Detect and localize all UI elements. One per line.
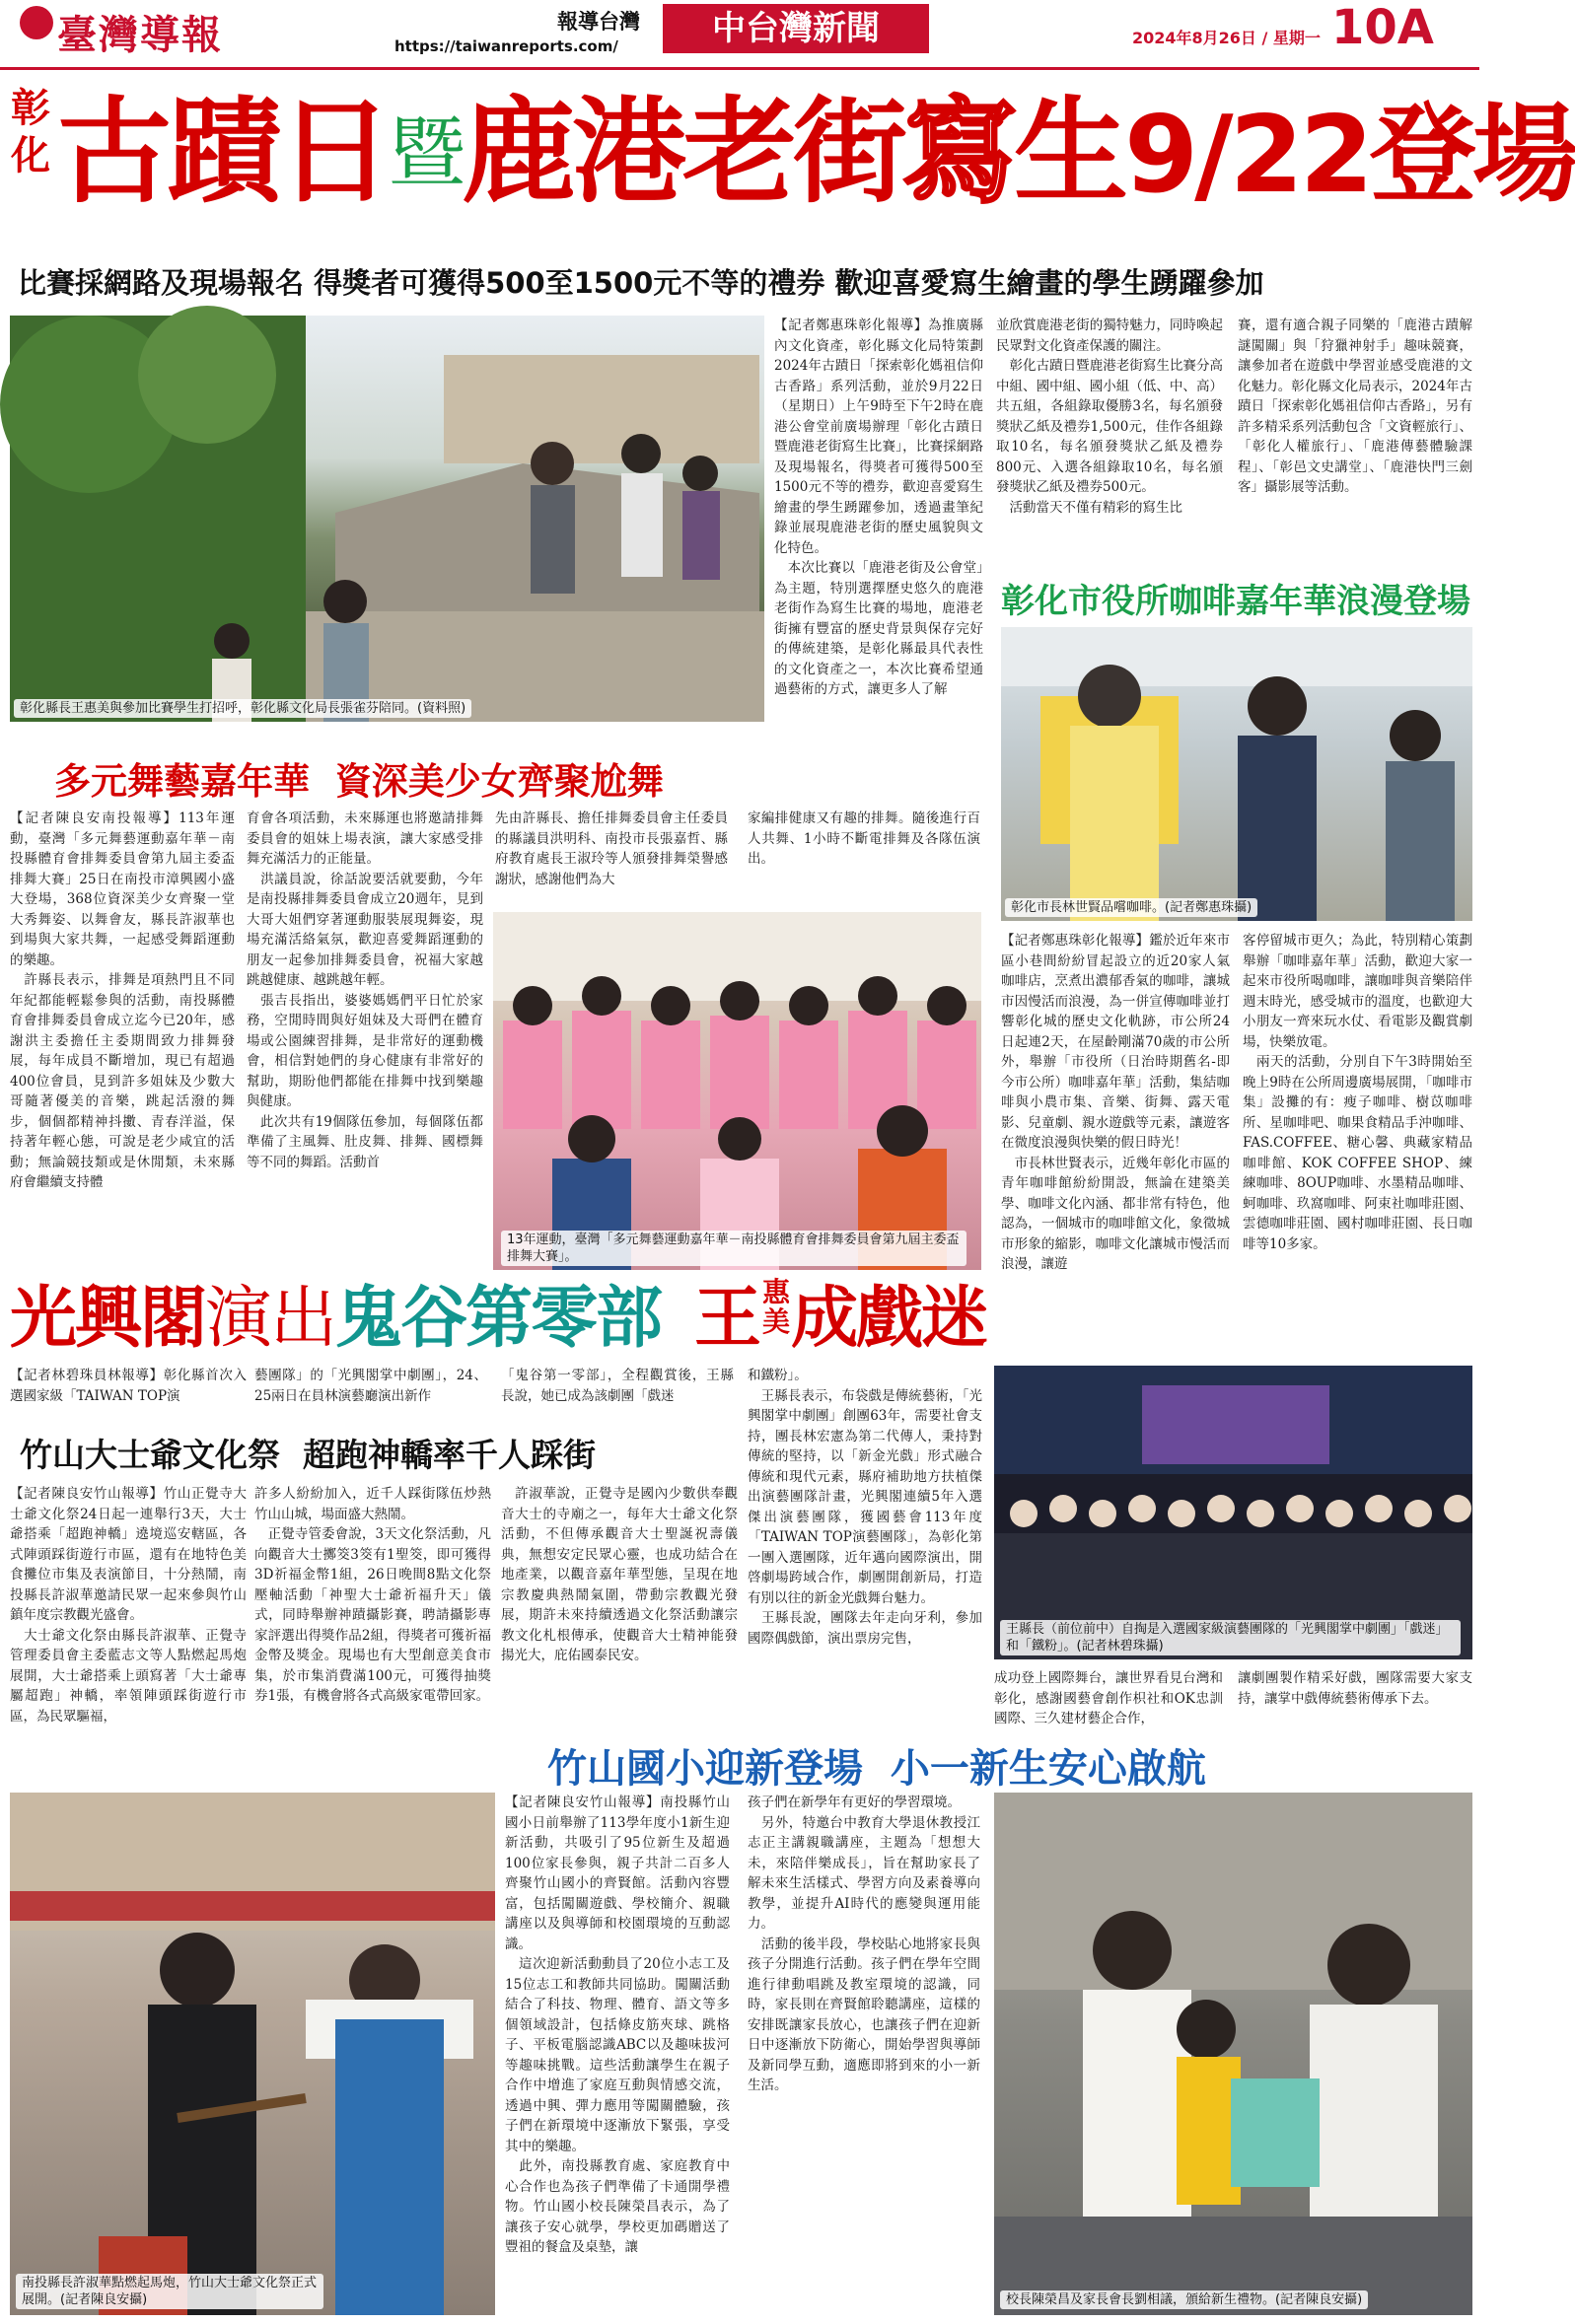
news-section-banner: 中台灣新聞 [663,4,929,53]
dance-article-col-2: 育會各項活動，未來縣運也將邀請排舞委員會的姐妹上場表演，讓大家感受排舞充滿活力的正能量。 洪議員說，徐話說要活就要動，今年是南投縣排舞委員會成立20週年，見到大哥大姐們穿著運動服裝展現舞姿，現場充滿活絡氣氛，歡迎喜愛舞蹈運動的朋友一起參加排舞委員會，祝福大家越跳越健康、越跳越年輕。 張吉長指出，婆婆媽媽們平日忙於家務，空閒時間與好姐妹及大哥們在體育場或公園練習排舞，是非常好的運動機會，相信對她們的身心健康有非常好的幫助，期盼他們都能在排舞中找到樂趣與健康。 此次共有19個隊伍參加，每個隊伍都準備了主風舞、肚皮舞、排舞、國標舞等不同的舞蹈。活動首 [247,810,483,1170]
headline-part-c: 鹿港老街 [462,86,904,219]
ghost-article-col-4: 和鐵粉」。 王縣長表示，布袋戲是傳統藝術，「光興閣掌中劇團」創團63年，需要社會支持，團長林宏憲為第二代傳人，秉持對傳統的堅持，以「新金光戲」形式融合傳統和現代元素，縣府補助地方扶植傑出演藝團隊計畫，光興閣連續5年入選傑出演藝團隊，獲國藝會113年度「TAIWAN TOP演藝團隊」，為彰化第一團入選團隊，近年邁向國際演出，開啓劇場跨域合作，劇團開創新局，打造有別以往的新金光戲舞台魅力。 王縣長說，團隊去年走向牙利，參加國際偶戲節，演出票房完售， [748,1368,982,1647]
dance-article-col-3: 先由許縣長、擔任排舞委員會主任委員的縣議員洪明科、南投市長張嘉哲、縣府教育處長王淑玲等人頒發排舞榮譽感謝狀，感謝他們為大 [495,810,728,887]
headline-prefix [10,85,51,179]
cafe-headline: 彰化市役所咖啡嘉年華浪漫登場 [1001,582,1470,621]
cafe-photo-scene [1001,627,1472,921]
ghost-article-col-1: 【記者林碧珠員林報導】彰化縣首次入選國家級「TAIWAN TOP演 [10,1368,247,1404]
lead-subtitle: 比賽採網路及現場報名 得獎者可獲得500至1500元不等的禮券 歡迎喜愛寫生繪畫的學生踴躍參加 [18,266,1264,300]
ghost-headline-part-f: 成戲迷 [791,1280,987,1358]
masthead [0,0,1479,70]
lead-article-col-2: 並欣賞鹿港老街的獨特魅力，同時喚起民眾對文化資產保護的關注。 彰化古蹟日暨鹿港老街寫生比賽分高中組、國中組、國小組（低、中、高）共五組，各組錄取優勝3名，每名頒發獎狀乙紙及禮券1,500元，佳作各組錄取10名，每名頒發獎狀乙紙及禮券800元、入選各組錄取10名，每名頒發獎狀乙紙及禮券500元。 活動當天不僅有精彩的寫生比 [996,317,1223,516]
cafe-photo [1001,627,1472,921]
temple-photo-caption: 南投縣長許淑華點燃起馬炮，竹山大士爺文化祭正式展開。(記者陳良安攝) [16,2274,323,2309]
dance-article-col-4: 家編排健康又有趣的排舞。隨後進行百人共舞、1小時不斷電排舞及各隊伍演出。 [748,810,980,867]
school-article-col-2: 孩子們在新學年有更好的學習環境。 另外，特邀台中教育大學退休教授江志正主講親職講座，主題為「想想大未，來陪伴樂成長」，旨在幫助家長了解未來生活樣式、學習方向及素養導向教學，並提升AI時代的應變與運用能力。 活動的後半段，學校貼心地將家長與孩子分開進行活動。孩子們在學年空間進行律動唱跳及教室環境的認識，同時，家長則在齊賢館聆聽講座，這樣的安排既讓家長放心，也讓孩子們在迎新日中逐漸放下防衛心，開始學習與導師及新同學互動，適應即將到來的小一新生活。 [748,1795,980,2093]
ghost-article-col-3: 「鬼谷第一零部」，全程觀賞後，王縣長說，她已成為該劇團「戲迷 [501,1368,734,1404]
temple-article-col-2: 許多人紛紛加入，近千人踩街隊伍炒熱竹山山城，場面盛大熱鬧。 正覺寺管委會說，3天文化祭活動，凡向觀音大士擲筊3筊有1聖筊，即可獲得3D祈福金幣1組，26日晚間8點文化祭壓軸活動「神聖大士爺祈福升天」儀式，同時舉辦神蹟攝影賽，聘請攝影專家評選出得獎作品2組，得獎者可獲祈福金幣及獎金。現場也有大型創意美食市集，於市集消費滿100元，可獲得抽獎券1張，有機會將各式高級家電帶回家。 [254,1486,491,1704]
ghost-photo-scene [994,1366,1472,1659]
ghost-headline-part-e [759,1278,791,1337]
ghost-photo-caption: 王縣長（前位前中）自掏是入選國家級演藝團隊的「光興閣掌中劇團」「戲迷」和「鐵粉」。(記者林碧珠攝) [1000,1620,1461,1655]
school-photo-scene [994,1793,1472,2315]
ghost-headline [10,1277,991,1361]
site-url[interactable]: https://taiwanreports.com/ [394,37,618,55]
ghost-article-after-2: 讓劇團製作精采好戲，團隊需要大家支持，讓掌中戲傳統藝術傳承下去。 [1238,1670,1472,1707]
ghost-article-after-1: 成功登上國際舞台，讓世界看見台灣和彰化，感謝國藝會創作枳社和OK忠訓國際、三久建材藝企合作， [994,1670,1223,1726]
ghost-photo [994,1366,1472,1659]
headline-part-a: 古蹟日 [57,86,389,219]
dance-headline: 多元舞藝嘉年華 資深美少女齊聚尬舞 [54,760,664,803]
cafe-photo-caption: 彰化市長林世賢品嚐咖啡。(記者鄭惠珠攝) [1005,898,1257,917]
ghost-headline-part-c: 鬼谷第零部 [335,1280,662,1358]
lead-photo-caption: 彰化縣長王惠美與參加比賽學生打招呼，彰化縣文化局長張雀芬陪同。(資料照) [14,699,471,718]
issue-date: 2024年8月26日 / 星期一 [1132,29,1321,47]
lead-photo [10,316,764,722]
school-headline: 竹山國小迎新登場 小一新生安心啟航 [547,1746,1206,1792]
page-number: 10A [1331,0,1434,55]
ghost-headline-part-e2: 美 [762,1305,789,1338]
school-photo [994,1793,1472,2315]
lead-photo-scene [10,316,764,722]
cafe-article-col-2: 客停留城市更久；為此，特別精心策劃舉辦「咖啡嘉年華」活動，歡迎大家一起來市役所喝咖啡，讓咖啡與音樂陪伴週末時光，感受城市的溫度，也歡迎大小朋友一齊來玩水仗、看電影及觀賞劇場，快樂放電。 兩天的活動，分別自下午3時開始至晚上9時在公所周邊廣場展開，「咖啡市集」設攤的有：瘦子咖啡、樹苡咖啡所、星咖啡吧、咖果食精品手沖咖啡、FAS.COFFEE、糖心馨、典藏家精品咖啡館、KOK COFFEE SHOP、練練咖啡、8OUP咖啡、水墨精品咖啡、蚵咖啡、玖窩咖啡、阿束社咖啡莊園、雲德咖啡莊園、國村咖啡莊園、長日咖啡等10多家。 [1243,933,1472,1252]
ghost-headline-part-a: 光興閣 [10,1280,206,1358]
dance-article-col-1: 【記者陳良安南投報導】113年運動，臺灣「多元舞藝運動嘉年華－南投縣體育會排舞委員會第九屆主委盃排舞大賽」25日在南投市漳興國小盛大登場，368位資深美少女齊聚一堂大秀舞姿、以舞會友，縣長許淑華也到場與大家共舞，一起感受舞蹈運動的樂趣。 許縣長表示，排舞是項熱門且不同年紀都能輕鬆參與的活動，南投縣體育會排舞委員會成立迄今已20年，感謝洪主委擔任主委期間致力排舞發展，每年成員不斷增加，現已有超過400位會員，見到許多姐妹及少數大哥隨著優美的音樂，跳起活潑的舞步，個個都精神抖擻、青春洋溢，保持著年輕心態，可說是老少咸宜的活動；無論競技類或是休閒類，未來縣府會繼續支持體 [10,810,235,1190]
headline-prefix-bottom: 化 [11,133,50,178]
section-label: 報導台灣 [557,10,640,34]
lead-headline [10,79,1575,242]
headline-part-d: 寫 [903,86,1015,219]
school-article-col-1: 【記者陳良安竹山報導】南投縣竹山國小日前舉辦了113學年度小1新生迎新活動，共吸引了95位新生及超過100位家長參與，親子共計二百多人齊聚竹山國小的齊賢館。活動內容豐富，包括闖關遊戲、學校簡介、親職講座以及與導師和校園環境的互動認識。 這次迎新活動動員了20位小志工及15位志工和教師共同協助。闖關活動結合了科技、物理、體育、語文等多個領域設計，包括條皮筋夾球、跳格子、平板電腦認識ABC以及趣味拔河等趣味挑戰。這些活動讓學生在親子合作中增進了家庭互動與情感交流，透過中興、彈力應用等闖關體驗，孩子們在新環境中逐漸放下緊張，享受其中的樂趣。 此外，南投縣教育處、家庭教育中心合作也為孩子們準備了卡通開學禮物。竹山國小校長陳榮昌表示，為了讓孩子安心就學，學校更加碼贈送了豐祖的餐盒及桌墊，讓 [505,1795,730,2255]
lead-article-col-1: 【記者鄭惠珠彰化報導】為推廣縣內文化資產，彰化縣文化局特策劃2024年古蹟日「探索彰化媽祖信仰古香路」系列活動，並於9月22日（星期日）上午9時至下午2時在鹿港公會堂前廣場辦理「彰化古蹟日暨鹿港老街寫生比賽」，比賽採網路及現場報名，得獎者可獲得500至1500元不等的禮券，歡迎喜愛寫生繪畫的學生踴躍參加，透過畫筆紀錄並展現鹿港老街的歷史風貌與文化特色。 本次比賽以「鹿港老街及公會堂」為主題，特別選擇歷史悠久的鹿港老街作為寫生比賽的場地，鹿港老街擁有豐富的歷史背景與保存完好的傳統建築，是彰化縣最具代表性的文化資產之一，本次比賽希望通過藝術的方式，讓更多人了解 [774,317,983,697]
headline-main [57,79,1575,230]
headline-part-e: 生 [1014,86,1125,219]
ghost-headline-part-e1: 惠 [762,1276,789,1308]
temple-article-col-1: 【記者陳良安竹山報導】竹山正覺寺大士爺文化祭24日起一連舉行3天，大士爺搭乘「超跑神轎」遶境巡安轄區，各式陣頭踩街遊行市區，還有在地特色美食攤位市集及表演節目，十分熱鬧，南投縣長許淑華邀請民眾一起來參與竹山鎮年度宗教觀光盛會。 大士爺文化祭由縣長許淑華、正覺寺管理委員會主委藍志文等人點燃起馬炮展開，大士爺搭乘上頭寫著「大士爺專屬超跑」神轎，率領陣頭踩街遊行市區，為民眾驅福， [10,1486,247,1725]
dance-photo-scene [493,912,981,1270]
temple-article-col-3: 許淑華說，正覺寺是國內少數供奉觀音大士的寺廟之一，每年大士爺文化祭活動，不但傳承觀音大士聖誕祝壽儀典，無想安定民眾心靈，也成功結合在地產業，以觀音嘉年華型態，呈現在地宗教慶典熱鬧氣圍，帶動宗教觀光發展，期許未來持續透過文化祭活動讓宗教文化札根傳承，使觀音大士精神能發揚光大，庇佑國泰民安。 [501,1486,738,1663]
ghost-headline-part-d: 王 [694,1280,760,1358]
paper-name: 臺灣導報 [57,12,223,58]
ghost-headline-part-b: 演出 [205,1280,336,1358]
headline-part-b: 暨 [389,109,463,198]
dance-photo [493,912,981,1270]
temple-photo [10,1793,495,2315]
ghost-article-col-2: 藝團隊」的「光興閣掌中劇團」，24、25兩日在員林演藝廳演出新作 [254,1368,487,1404]
headline-part-f: 9/22登場 [1124,94,1575,217]
temple-headline: 竹山大士爺文化祭 超跑神轎率千人踩街 [20,1436,596,1474]
paper-logo [20,6,53,39]
lead-article-col-3: 賽，還有適合親子同樂的「鹿港古蹟解謎闖關」與「狩獵神射手」趣味競賽，讓參加者在遊戲中學習並感受鹿港的文化魅力。彰化縣文化局表示，2024年古蹟日「探索彰化媽祖信仰古香路」，另有許多精采系列活動包含「文資輕旅行」、「彰化人權旅行」、「鹿港傳藝體驗課程」、「彰邑文史講堂」、「鹿港快門三劍客」攝影展等活動。 [1238,317,1472,495]
school-photo-caption: 校長陳榮昌及家長會長劉相議，頒給新生禮物。(記者陳良安攝) [1000,2290,1368,2309]
headline-prefix-top: 彰 [11,86,50,131]
cafe-article-col-1: 【記者鄭惠珠彰化報導】鑑於近年來市區小巷間紛紛冒起設立的近20家人氣咖啡店，烹煮出濃郁香氣的咖啡，讓城市因慢活而浪漫，為一併宣傳咖啡並打響彰化城的歷史文化軌跡，市公所24日起連2天，在屋齡剛滿70歲的市公所外，舉辦「市役所（日治時期舊名-即今市公所）咖啡嘉年華」活動，集結咖啡與小農市集、音樂、街舞、露天電影、兒童劇、親水遊戲等元素，讓遊客在微度浪漫與快樂的假日時光！ 市長林世賢表示，近幾年彰化市區的青年咖啡館紛紛開設，無論在建築美學、咖啡文化內涵、都非常有特色，他認為，一個城市的咖啡館文化，象徵城市形象的縮影，咖啡文化讓城市慢活而浪漫，讓遊 [1001,933,1230,1272]
temple-photo-scene [10,1793,495,2315]
dance-photo-caption: 13年運動，臺灣「多元舞藝運動嘉年華－南投縣體育會排舞委員會第九屆主委盃排舞大賽」。 [501,1231,966,1266]
